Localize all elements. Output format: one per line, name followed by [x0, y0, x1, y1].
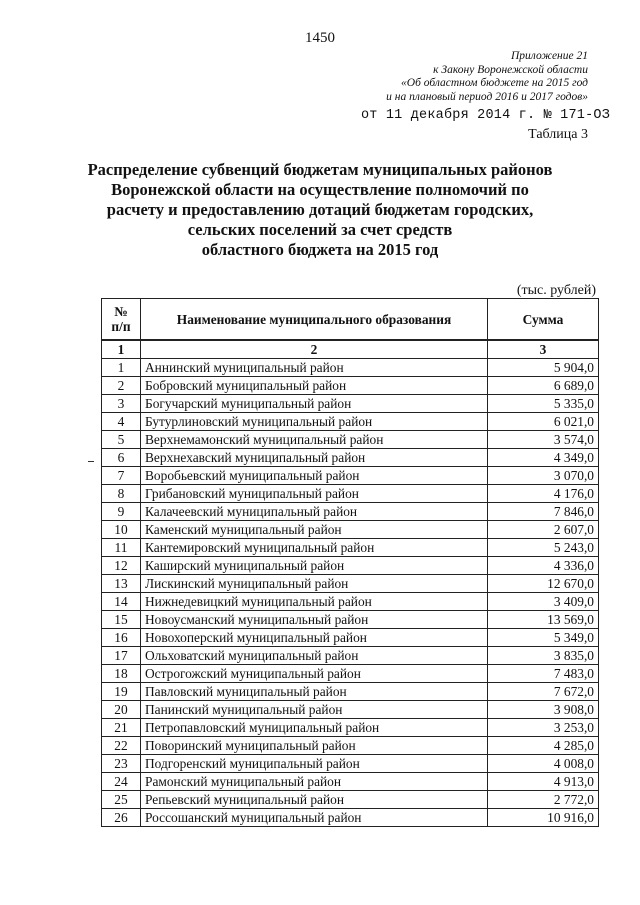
- subsidy-amount: 3 835,0: [488, 647, 599, 665]
- table-row: [102, 773, 599, 791]
- subsidy-amount: 3 070,0: [488, 467, 599, 485]
- row-number: 12: [102, 557, 141, 575]
- district-name: Новохоперский муниципальный район: [141, 629, 488, 647]
- subsidy-amount: 4 176,0: [488, 485, 599, 503]
- title-line: расчету и предоставлению дотаций бюджетам городских,: [106, 200, 534, 219]
- table-row: [102, 593, 599, 611]
- district-name: Поворинский муниципальный район: [141, 737, 488, 755]
- district-name: Каменский муниципальный район: [141, 521, 488, 539]
- header-number-line2: п/п: [111, 319, 131, 334]
- row-number: 1: [102, 359, 141, 377]
- subsidy-amount: 5 335,0: [488, 395, 599, 413]
- table-row: [102, 395, 599, 413]
- table-number: Таблица 3: [528, 127, 588, 142]
- title-line: Воронежской области на осуществление полномочий по: [111, 180, 529, 199]
- appendix-line: «Об областном бюджете на 2015 год: [401, 77, 588, 89]
- document-title: [80, 160, 560, 260]
- table-row: [102, 611, 599, 629]
- subsidy-amount: 5 904,0: [488, 359, 599, 377]
- table-row: [102, 719, 599, 737]
- row-number: 7: [102, 467, 141, 485]
- district-name: Верхнехавский муниципальный район: [141, 449, 488, 467]
- appendix-line: и на плановый период 2016 и 2017 годов»: [386, 90, 588, 103]
- row-number: 26: [102, 809, 141, 827]
- district-name: Петропавловский муниципальный район: [141, 719, 488, 737]
- district-name: Кантемировский муниципальный район: [141, 539, 488, 557]
- row-number: 23: [102, 755, 141, 773]
- row-number: 4: [102, 413, 141, 431]
- subsidy-amount: 6 021,0: [488, 413, 599, 431]
- district-name: Богучарский муниципальный район: [141, 395, 488, 413]
- district-name: Новоусманский муниципальный район: [141, 611, 488, 629]
- table-row: [102, 629, 599, 647]
- subsidy-amount: 5 243,0: [488, 539, 599, 557]
- subsidy-amount: 10 916,0: [488, 809, 599, 827]
- subsidy-amount: 12 670,0: [488, 575, 599, 593]
- district-name: Павловский муниципальный район: [141, 683, 488, 701]
- table-row: [102, 359, 599, 377]
- header-amount: Сумма: [488, 299, 599, 341]
- subsidy-amount: 4 285,0: [488, 737, 599, 755]
- subsidy-amount: 6 689,0: [488, 377, 599, 395]
- table-row: [102, 467, 599, 485]
- subsidy-amount: 3 253,0: [488, 719, 599, 737]
- table-row: [102, 647, 599, 665]
- page-number: 1450: [305, 30, 335, 46]
- table-row: [102, 539, 599, 557]
- title-line: сельских поселений за счет средств: [187, 220, 453, 239]
- units-label: (тыс. рублей): [516, 283, 596, 298]
- column-number: 1: [102, 340, 141, 359]
- table-row: [102, 683, 599, 701]
- appendix-line: к Закону Воронежской области: [433, 63, 588, 76]
- table-row: [102, 665, 599, 683]
- district-name: Бобровский муниципальный район: [141, 377, 488, 395]
- district-name: Лискинский муниципальный район: [141, 575, 488, 593]
- district-name: Каширский муниципальный район: [141, 557, 488, 575]
- column-number: 2: [141, 340, 488, 359]
- district-name: Рамонский муниципальный район: [141, 773, 488, 791]
- row-number: 8: [102, 485, 141, 503]
- subsidy-amount: 7 846,0: [488, 503, 599, 521]
- row-number: 24: [102, 773, 141, 791]
- subsidy-amount: 3 908,0: [488, 701, 599, 719]
- district-name: Воробьевский муниципальный район: [141, 467, 488, 485]
- table-row: [102, 485, 599, 503]
- row-number: 13: [102, 575, 141, 593]
- title-line: областного бюджета на 2015 год: [201, 240, 439, 259]
- header-number-line1: №: [114, 304, 128, 319]
- row-number: 5: [102, 431, 141, 449]
- table-row: [102, 809, 599, 827]
- district-name: Верхнемамонский муниципальный район: [141, 431, 488, 449]
- table-row: [102, 791, 599, 809]
- row-number: 22: [102, 737, 141, 755]
- appendix-line: Приложение 21: [510, 50, 588, 62]
- row-number: 14: [102, 593, 141, 611]
- subsidy-amount: 2 772,0: [488, 791, 599, 809]
- table-row: [102, 431, 599, 449]
- subsidy-amount: 4 913,0: [488, 773, 599, 791]
- title-line: Распределение субвенций бюджетам муниципальных районов: [87, 160, 553, 179]
- row-number: 17: [102, 647, 141, 665]
- header-name: Наименование муниципального образования: [141, 299, 488, 341]
- district-name: Бутурлиновский муниципальный район: [141, 413, 488, 431]
- subsidy-amount: 3 574,0: [488, 431, 599, 449]
- district-name: Репьевский муниципальный район: [141, 791, 488, 809]
- subsidy-amount: 4 336,0: [488, 557, 599, 575]
- subsidy-amount: 2 607,0: [488, 521, 599, 539]
- subsidy-amount: 5 349,0: [488, 629, 599, 647]
- district-name: Аннинский муниципальный район: [141, 359, 488, 377]
- margin-mark: [88, 461, 94, 462]
- subsidy-amount: 3 409,0: [488, 593, 599, 611]
- row-number: 6: [102, 449, 141, 467]
- row-number: 15: [102, 611, 141, 629]
- table-row: [102, 449, 599, 467]
- subsidy-table: [101, 298, 599, 827]
- row-number: 18: [102, 665, 141, 683]
- district-name: Подгоренский муниципальный район: [141, 755, 488, 773]
- district-name: Россошанский муниципальный район: [141, 809, 488, 827]
- row-number: 21: [102, 719, 141, 737]
- district-name: Панинский муниципальный район: [141, 701, 488, 719]
- row-number: 11: [102, 539, 141, 557]
- table-row: [102, 557, 599, 575]
- table-row: [102, 413, 599, 431]
- table-row: [102, 377, 599, 395]
- row-number: 3: [102, 395, 141, 413]
- table-header-row: [102, 299, 599, 341]
- district-name: Нижнедевицкий муниципальный район: [141, 593, 488, 611]
- row-number: 2: [102, 377, 141, 395]
- row-number: 9: [102, 503, 141, 521]
- table-row: [102, 503, 599, 521]
- subsidy-amount: 7 483,0: [488, 665, 599, 683]
- row-number: 19: [102, 683, 141, 701]
- table-row: [102, 575, 599, 593]
- table-row: [102, 701, 599, 719]
- row-number: 20: [102, 701, 141, 719]
- law-approval-stamp: от 11 декабря 2014 г. № 171-ОЗ: [360, 108, 610, 123]
- column-number: 3: [488, 340, 599, 359]
- appendix-note: [258, 50, 588, 104]
- district-name: Ольховатский муниципальный район: [141, 647, 488, 665]
- column-number-row: [102, 340, 599, 359]
- subsidy-amount: 7 672,0: [488, 683, 599, 701]
- district-name: Калачеевский муниципальный район: [141, 503, 488, 521]
- table-row: [102, 755, 599, 773]
- district-name: Острогожский муниципальный район: [141, 665, 488, 683]
- row-number: 10: [102, 521, 141, 539]
- subsidy-amount: 4 008,0: [488, 755, 599, 773]
- row-number: 16: [102, 629, 141, 647]
- subsidy-amount: 4 349,0: [488, 449, 599, 467]
- district-name: Грибановский муниципальный район: [141, 485, 488, 503]
- subsidy-amount: 13 569,0: [488, 611, 599, 629]
- header-number: [102, 299, 141, 341]
- table-row: [102, 521, 599, 539]
- row-number: 25: [102, 791, 141, 809]
- table-row: [102, 737, 599, 755]
